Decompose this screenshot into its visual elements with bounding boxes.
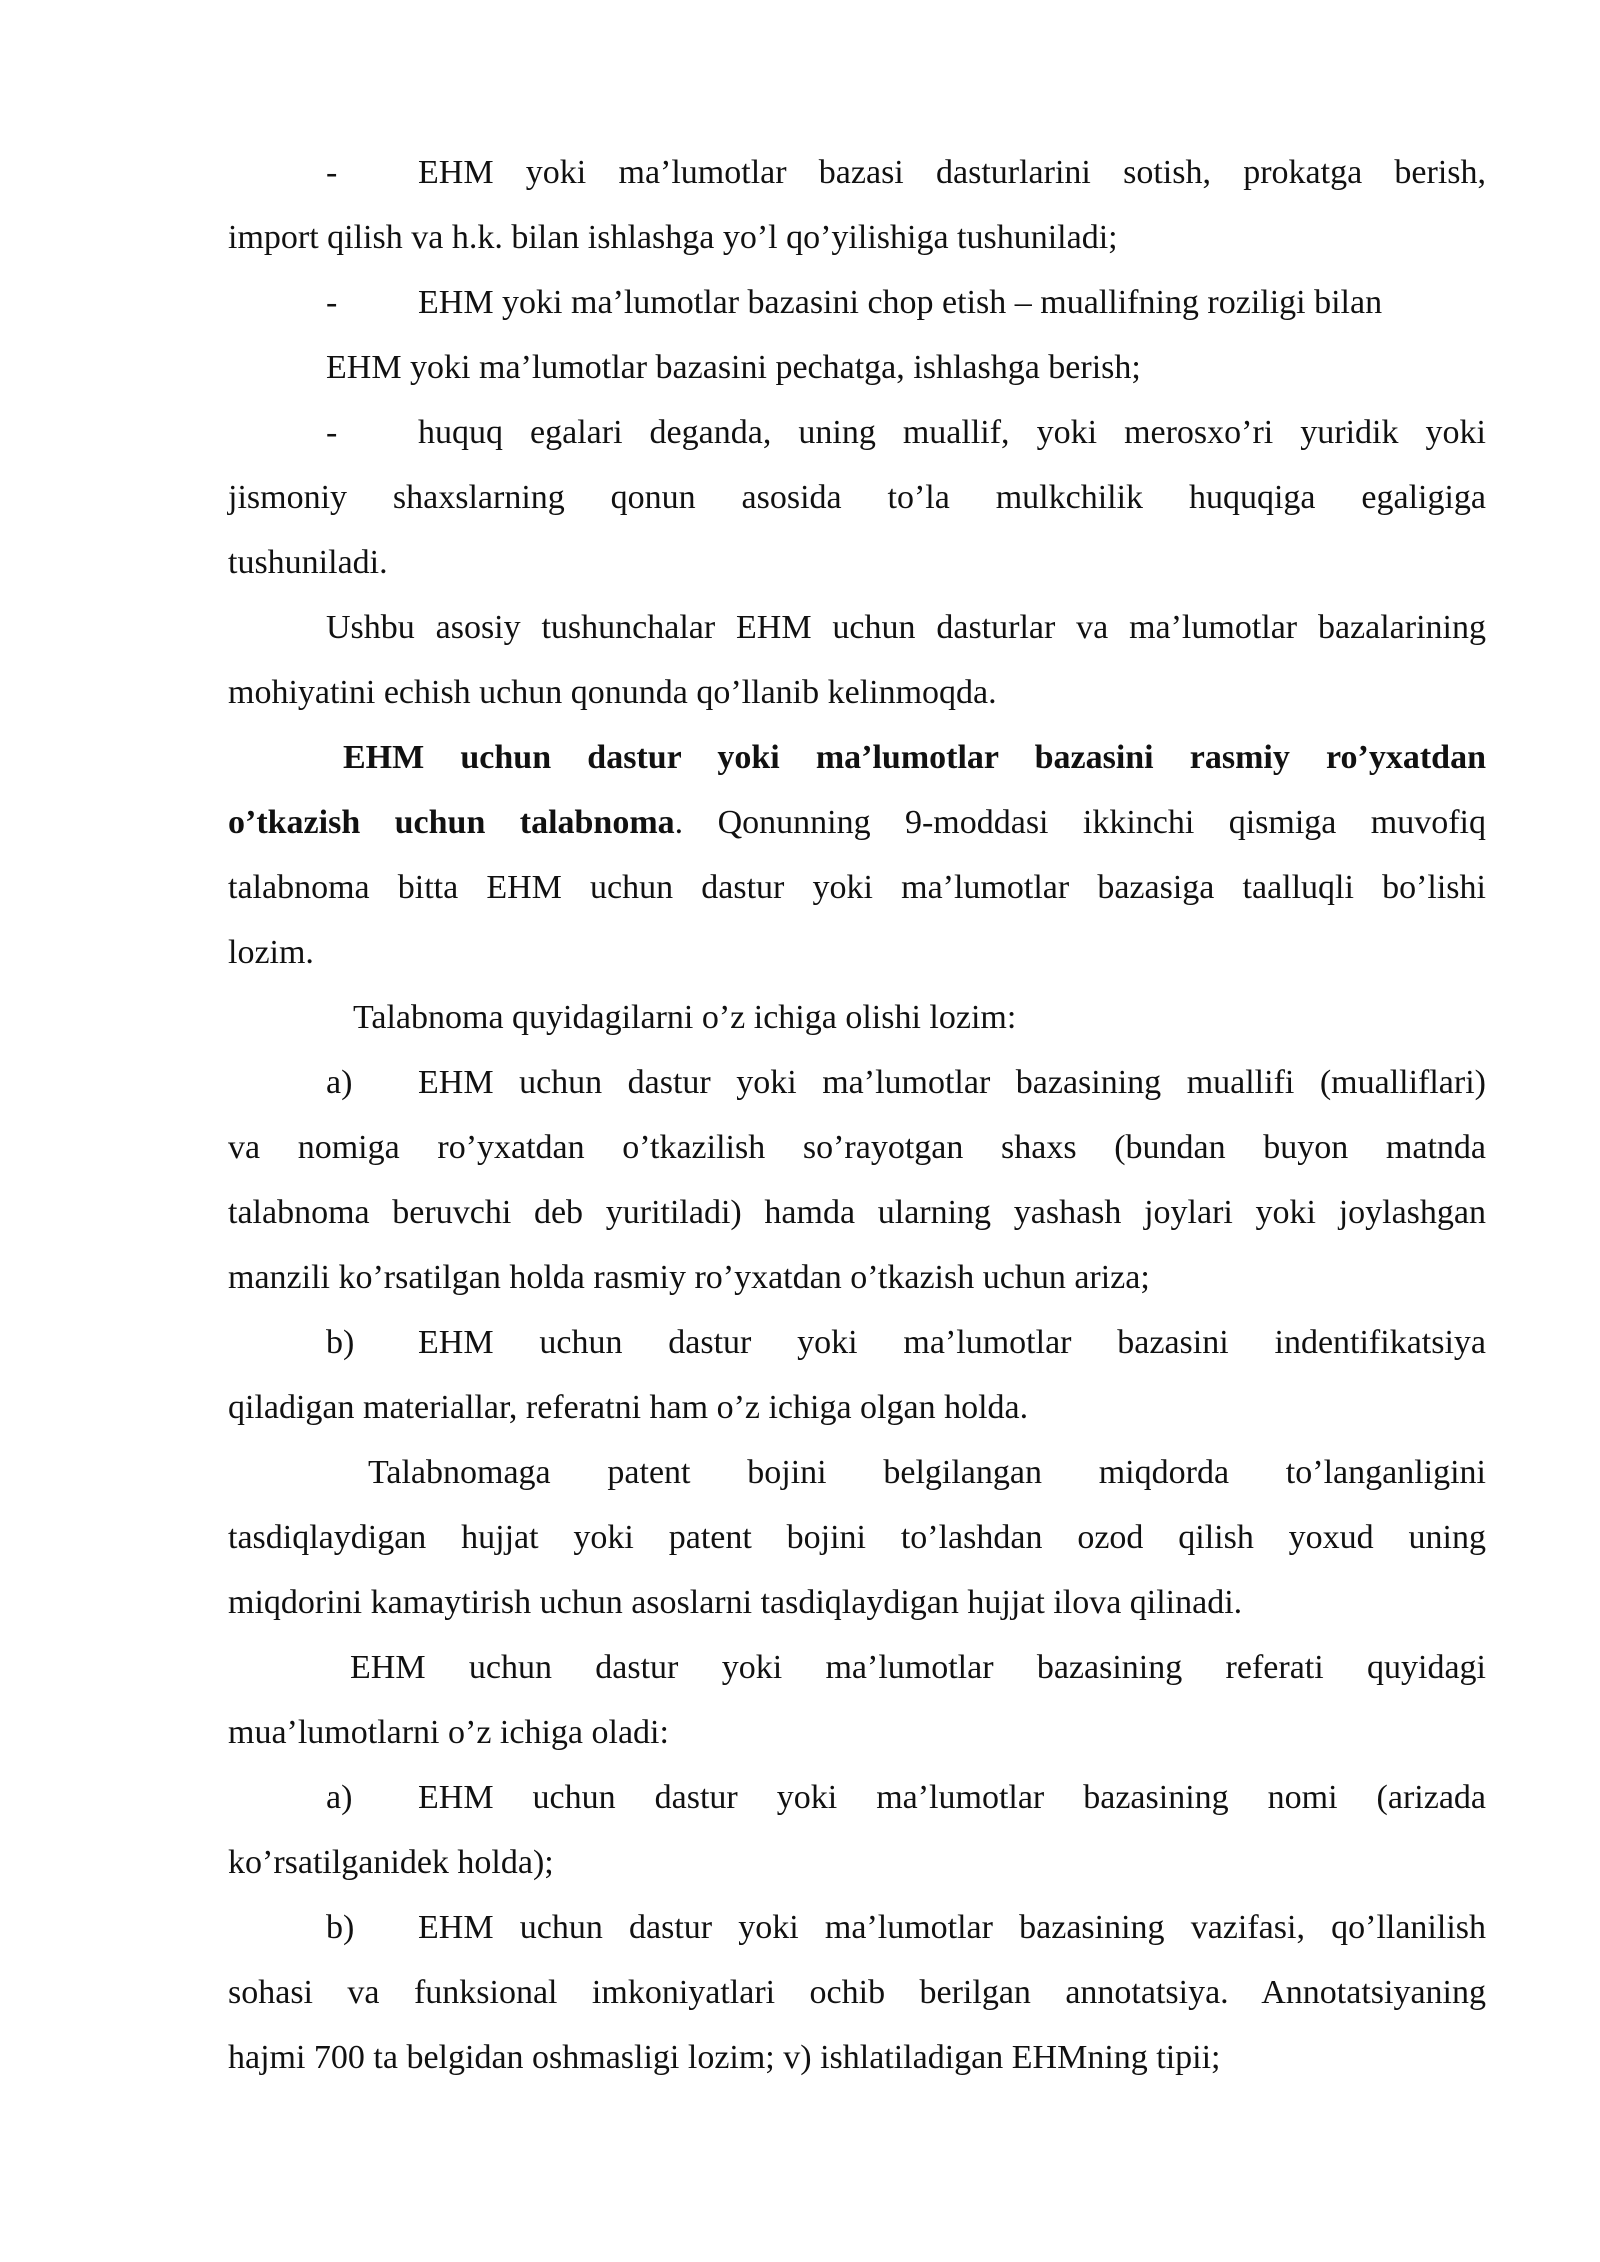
paragraph-text: . Qonunning 9-moddasi ikkinchi qismiga muvofiq	[674, 804, 1487, 841]
list-marker: b)	[326, 1909, 355, 1946]
paragraph-line	[228, 1310, 1486, 1375]
paragraph-heading-line: EHM uchun dastur yoki ma’lumotlar bazasini rasmiy ro’yxatdan	[343, 739, 1486, 776]
paragraph-line: Ushbu asosiy tushunchalar EHM uchun dasturlar va ma’lumotlar bazalarining	[326, 609, 1486, 646]
paragraph-line: mua’lumotlarni o’z ichiga oladi:	[228, 1714, 669, 1751]
paragraph-line: Talabnomaga patent bojini belgilangan miqdorda to’langanligini	[368, 1454, 1486, 1491]
paragraph-line: hajmi 700 ta belgidan oshmasligi lozim; v) ishlatiladigan EHMning tipii;	[228, 2039, 1221, 2076]
paragraph-text: EHM yoki ma’lumotlar bazasini chop etish – muallifning roziligi bilan	[418, 284, 1383, 321]
paragraph-line: ko’rsatilganidek holda);	[228, 1844, 554, 1881]
paragraph-line: talabnoma bitta EHM uchun dastur yoki ma’lumotlar bazasiga taalluqli bo’lishi	[228, 869, 1486, 906]
paragraph-line: talabnoma beruvchi deb yuritiladi) hamda ularning yashash joylari yoki joylashgan	[228, 1194, 1486, 1231]
list-marker: -	[326, 284, 338, 321]
paragraph-text: EHM uchun dastur yoki ma’lumotlar bazasining vazifasi, qo’llanilish	[418, 1909, 1486, 1946]
paragraph-line: EHM uchun dastur yoki ma’lumotlar bazasining referati quyidagi	[350, 1649, 1486, 1686]
paragraph-line	[228, 1895, 1486, 1960]
paragraph-text: EHM uchun dastur yoki ma’lumotlar bazasining nomi (arizada	[418, 1779, 1486, 1816]
paragraph-line: tushuniladi.	[228, 544, 388, 581]
paragraph-line: import qilish va h.k. bilan ishlashga yo’l qo’yilishiga tushuniladi;	[228, 219, 1118, 256]
list-marker: -	[326, 414, 338, 451]
list-marker: a)	[326, 1064, 353, 1101]
document-page	[228, 140, 1486, 2090]
paragraph-line: mohiyatini echish uchun qonunda qo’llanib kelinmoqda.	[228, 674, 997, 711]
paragraph-line	[228, 140, 1486, 205]
paragraph-text: EHM yoki ma’lumotlar bazasi dasturlarini sotish, prokatga berish,	[418, 154, 1486, 191]
list-marker: -	[326, 154, 338, 191]
paragraph-line	[228, 1765, 1486, 1830]
paragraph-line: Talabnoma quyidagilarni o’z ichiga olishi lozim:	[353, 999, 1017, 1036]
paragraph-line: qiladigan materiallar, referatni ham o’z ichiga olgan holda.	[228, 1389, 1029, 1426]
paragraph-line	[228, 790, 1486, 855]
paragraph-line: EHM yoki ma’lumotlar bazasini pechatga, ishlashga berish;	[326, 349, 1141, 386]
paragraph-text: EHM uchun dastur yoki ma’lumotlar bazasining muallifi (mualliflari)	[418, 1064, 1486, 1101]
list-marker: b)	[326, 1324, 355, 1361]
paragraph-line	[228, 400, 1486, 465]
paragraph-line	[228, 270, 1486, 335]
paragraph-text: EHM uchun dastur yoki ma’lumotlar bazasini indentifikatsiya	[418, 1324, 1486, 1361]
paragraph-line: jismoniy shaxslarning qonun asosida to’la mulkchilik huquqiga egaligiga	[228, 479, 1486, 516]
paragraph-line: lozim.	[228, 934, 314, 971]
list-marker: a)	[326, 1779, 353, 1816]
paragraph-line: va nomiga ro’yxatdan o’tkazilish so’rayotgan shaxs (bundan buyon matnda	[228, 1129, 1486, 1166]
paragraph-line	[228, 1050, 1486, 1115]
paragraph-heading-text: o’tkazish uchun talabnoma	[228, 804, 675, 841]
paragraph-line: sohasi va funksional imkoniyatlari ochib berilgan annotatsiya. Annotatsiyaning	[228, 1974, 1486, 2011]
paragraph-text: huquq egalari deganda, uning muallif, yoki merosxo’ri yuridik yoki	[418, 414, 1486, 451]
paragraph-line: manzili ko’rsatilgan holda rasmiy ro’yxatdan o’tkazish uchun ariza;	[228, 1259, 1150, 1296]
paragraph-line: miqdorini kamaytirish uchun asoslarni tasdiqlaydigan hujjat ilova qilinadi.	[228, 1584, 1243, 1621]
paragraph-line: tasdiqlaydigan hujjat yoki patent bojini to’lashdan ozod qilish yoxud uning	[228, 1519, 1486, 1556]
